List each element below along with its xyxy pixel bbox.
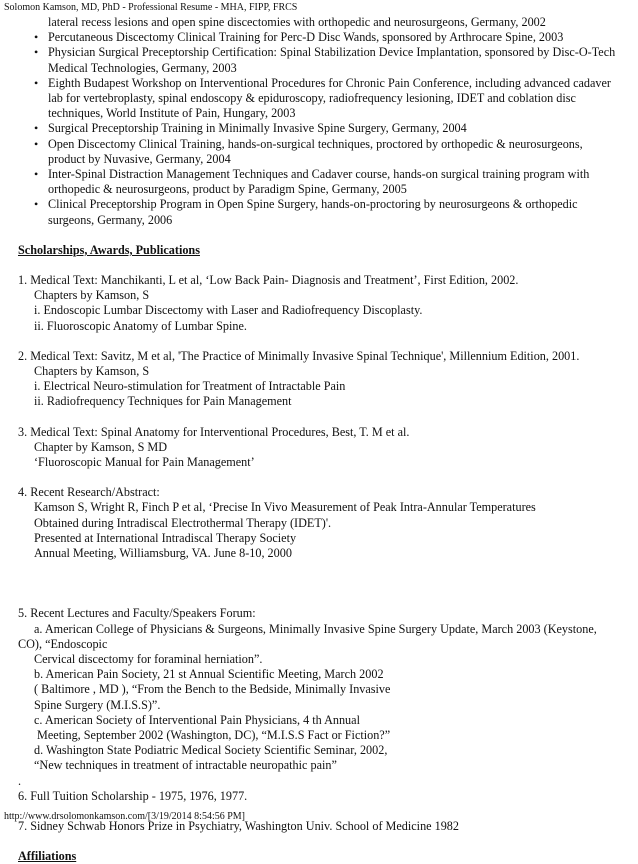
list-item: • Surgical Preceptorship Training in Minimally Invasive Spine Surgery, Germany, 2004 (48, 121, 630, 136)
award-entry: 7. Sidney Schwab Honors Prize in Psychiatry, Washington Univ. School of Medicine 1982 (18, 818, 459, 833)
list-item-continuation: lateral recess lesions and open spine discectomies with orthopedic and neurosurgeons, Germany, 2002 (48, 15, 546, 29)
entry-heading: 5. Recent Lectures and Faculty/Speakers Forum: (18, 606, 256, 621)
research-entry: 4. Recent Research/Abstract: Kamson S, Wright R, Finch P et al, ‘Precise In Vivo Measurement of Peak Intra-Annular Temperatures Obtained during Intradiscal Electrothermal Therapy (IDET)'. Presented at International Intradiscal Therapy Society Annual Meeting, Williamsburg, VA. June 8-10, 2000 (18, 485, 630, 561)
award-entry: 6. Full Tuition Scholarship - 1975, 1976, 1977. (18, 788, 248, 803)
publication-entry: 2. Medical Text: Savitz, M et al, 'The Practice of Minimally Invasive Spinal Technique', Millennium Edition, 2001. Chapters by Kamson, S i. Electrical Neuro-stimulation for Treatment of Intractable Pain ii. Radiofrequency Techniques for Pain Management (18, 349, 630, 410)
entry-heading: 4. Recent Research/Abstract: (18, 485, 160, 500)
list-item: • Physician Surgical Preceptorship Certification: Spinal Stabilization Device Implantation, sponsored by Disc-O-Tech Medical Technologies, Germany, 2003 (48, 45, 630, 75)
training-list (18, 15, 630, 228)
page-footer: http://www.drsolomonkamson.com/[3/19/2014 8:54:56 PM] (4, 811, 246, 822)
list-item: • Inter-Spinal Distraction Management Techniques and Cadaver course, hands-on surgical training program with orthopedic & neurosurgeons, product by Paradigm Spine, Germany, 2005 (48, 167, 630, 197)
entry-heading: 1. Medical Text: Manchikanti, L et al, ‘Low Back Pain- Diagnosis and Treatment’, First Edition, 2002. (18, 273, 519, 288)
list-item: • Open Discectomy Clinical Training, hands-on-surgical techniques, proctored by orthopedic & neurosurgeons, product by Nuvasive, Germany, 2004 (48, 137, 630, 167)
publication-entry: 1. Medical Text: Manchikanti, L et al, ‘Low Back Pain- Diagnosis and Treatment’, First Edition, 2002. Chapters by Kamson, S i. Endoscopic Lumbar Discectomy with Laser and Radiofrequency Discoplasty. ii. Fluoroscopic Anatomy of Lumbar Spine. (18, 273, 630, 334)
entry-heading: 2. Medical Text: Savitz, M et al, 'The Practice of Minimally Invasive Spinal Technique', Millennium Edition, 2001. (18, 348, 580, 363)
section-title-affiliations: Affiliations (18, 849, 77, 864)
entry-heading: 3. Medical Text: Spinal Anatomy for Interventional Procedures, Best, T. M et al. (18, 424, 410, 439)
lectures-entry: 5. Recent Lectures and Faculty/Speakers Forum: a. American College of Physicians & Surgeons, Minimally Invasive Spine Surgery Update, March 2003 (Keystone, CO), “Endoscopic Cervical discectomy for foraminal herniation”. b. American Pain Society, 21 st Annual Scientific Meeting, March 2002 ( Baltimore , MD ), “From the Bench to the Bedside, Minimally Invasive Spine Surgery (M.I.S.S)”. c. American Society of Interventional Pain Physicians, 4 th Annual Meeting, September 2002 (Washington, DC), “M.I.S.S Fact or Fiction?” d. Washington State Podiatric Medical Society Scientific Seminar, 2002, “New techniques in treatment of intractable neuropathic pain” . (18, 606, 630, 788)
list-item: • Clinical Preceptorship Program in Open Spine Surgery, hands-on-proctoring by neurosurgeons & orthopedic surgeons, Germany, 2006 (48, 197, 630, 227)
page-header: Solomon Kamson, MD, PhD - Professional Resume - MHA, FIPP, FRCS (4, 2, 298, 13)
list-item: • Eighth Budapest Workshop on Interventional Procedures for Chronic Pain Conference, including advanced cadaver lab for vertebroplasty, spinal endoscopy & epiduroscopy, radiofrequency lesioning, IDET and coblation disc techniques, World Institute of Pain, Hungary, 2003 (48, 76, 630, 122)
resume-content (18, 15, 630, 864)
section-title-scholarships: Scholarships, Awards, Publications (18, 242, 200, 257)
list-item: • Percutaneous Discectomy Clinical Training for Perc-D Disc Wands, sponsored by Arthrocare Spine, 2003 (48, 30, 630, 45)
publication-entry: 3. Medical Text: Spinal Anatomy for Interventional Procedures, Best, T. M et al. Chapter by Kamson, S MD ‘Fluoroscopic Manual for Pain Management’ (18, 425, 630, 471)
